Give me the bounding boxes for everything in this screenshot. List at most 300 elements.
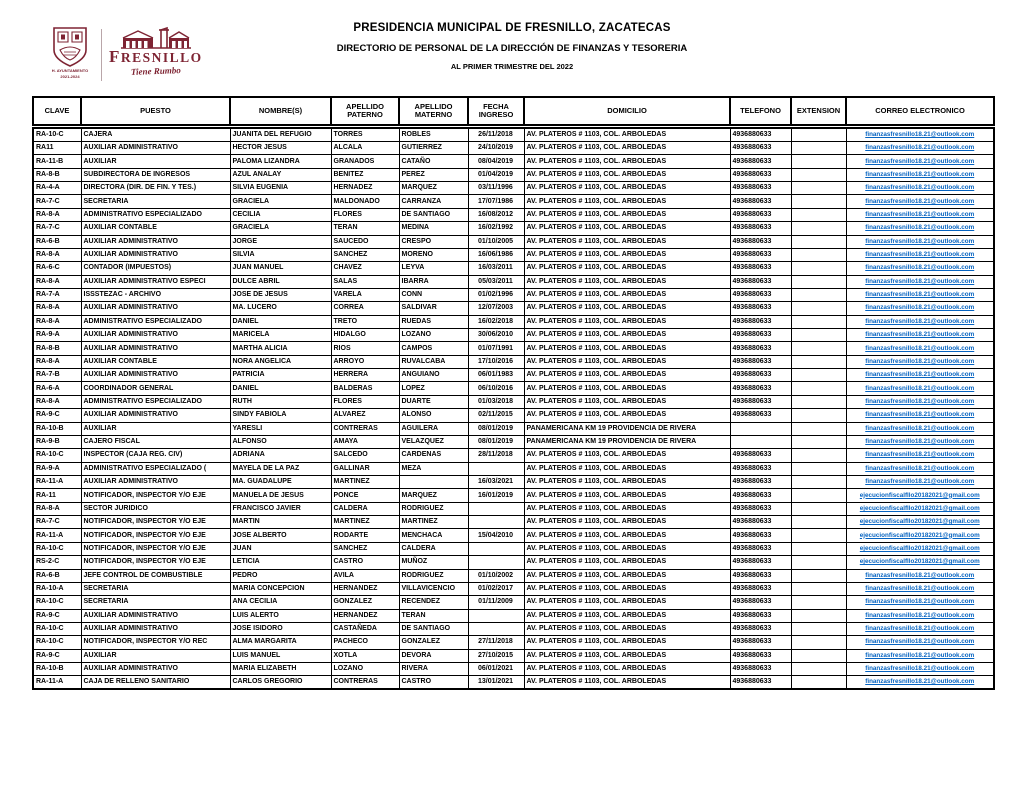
cell-puesto: SECTOR JURIDICO [81, 502, 230, 515]
crest-caption-line2: 2021-2024 [60, 73, 80, 79]
cell-fecha: 01/02/2017 [468, 582, 524, 595]
table-row [33, 395, 994, 408]
email-link[interactable]: finanzasfresnillo18.21@outlook.com [865, 678, 975, 686]
email-link[interactable]: ejecucionfiscalfllo20182021@gmail.com [859, 518, 980, 526]
cell-clave: RA-11-B [33, 155, 81, 168]
cell-fecha [468, 462, 524, 475]
cell-telefono [730, 435, 791, 448]
cell-ext [791, 502, 846, 515]
email-link[interactable]: finanzasfresnillo18.21@outlook.com [865, 157, 975, 165]
table-row [33, 609, 994, 622]
cell-fecha: 16/03/2011 [468, 262, 524, 275]
cell-materno: VILLAVICENCIO [399, 582, 468, 595]
email-link[interactable]: finanzasfresnillo18.21@outlook.com [865, 451, 975, 459]
cell-paterno: GALLINAR [331, 462, 399, 475]
cell-materno: CARRANZA [399, 195, 468, 208]
table-row [33, 275, 994, 288]
cell-fecha: 01/10/2002 [468, 569, 524, 582]
cell-materno: IBARRA [399, 275, 468, 288]
cell-paterno: CORREA [331, 302, 399, 315]
cell-clave: RA-8-B [33, 342, 81, 355]
cell-nombre: JOSE ISIDORO [230, 622, 331, 635]
cell-materno: GUTIERREZ [399, 142, 468, 155]
cell-clave: RA-9-C [33, 409, 81, 422]
cell-puesto: AUXILIAR [81, 155, 230, 168]
cell-paterno: HERNANDEZ [331, 609, 399, 622]
cell-correo [846, 422, 994, 435]
cell-materno [399, 475, 468, 488]
cell-paterno: GONZALEZ [331, 596, 399, 609]
cell-telefono: 4936880633 [730, 502, 791, 515]
cell-fecha: 01/03/2018 [468, 395, 524, 408]
table-row [33, 569, 994, 582]
cell-ext [791, 155, 846, 168]
cell-clave: RA-9-A [33, 329, 81, 342]
email-link[interactable]: ejecucionfiscalfllo20182021@gmail.com [859, 491, 980, 499]
cell-clave: RA-8-A [33, 315, 81, 328]
cell-nombre: ADRIANA [230, 449, 331, 462]
cell-correo [846, 475, 994, 488]
cell-correo [846, 636, 994, 649]
table-row [33, 235, 994, 248]
cell-puesto: ADMINISTRATIVO ESPECIALIZADO [81, 208, 230, 221]
cell-telefono: 4936880633 [730, 663, 791, 676]
email-link[interactable]: ejecucionfiscalfllo20182021@gmail.com [859, 531, 980, 539]
cell-nombre: ALMA MARGARITA [230, 636, 331, 649]
cell-telefono: 4936880633 [730, 676, 791, 690]
cell-nombre: YARESLI [230, 422, 331, 435]
cell-domicilio: AV. PLATEROS # 1103, COL. ARBOLEDAS [524, 569, 730, 582]
table-row [33, 676, 994, 690]
cell-fecha: 16/02/2018 [468, 315, 524, 328]
cell-paterno: CASTAÑEDA [331, 622, 399, 635]
cell-nombre: ALFONSO [230, 435, 331, 448]
cell-correo [846, 222, 994, 235]
email-link[interactable]: finanzasfresnillo18.21@outlook.com [865, 411, 975, 419]
cell-materno: TERAN [399, 609, 468, 622]
cell-paterno: TORRES [331, 128, 399, 142]
cell-fecha: 01/04/2019 [468, 168, 524, 181]
cell-correo [846, 182, 994, 195]
cell-fecha: 16/06/1986 [468, 248, 524, 261]
cell-telefono: 4936880633 [730, 609, 791, 622]
cell-correo [846, 315, 994, 328]
cell-clave: RA-7-C [33, 516, 81, 529]
table-row [33, 288, 994, 301]
cell-puesto: AUXILIAR ADMINISTRATIVO [81, 342, 230, 355]
cell-correo [846, 369, 994, 382]
cell-nombre: LUIS ALERTO [230, 609, 331, 622]
cell-paterno: BENITEZ [331, 168, 399, 181]
cell-fecha: 13/01/2021 [468, 676, 524, 690]
cell-telefono: 4936880633 [730, 475, 791, 488]
cell-ext [791, 582, 846, 595]
cell-clave: RA-11 [33, 489, 81, 502]
cell-puesto: ADMINISTRATIVO ESPECIALIZADO [81, 395, 230, 408]
cell-correo [846, 502, 994, 515]
cell-fecha [468, 609, 524, 622]
email-link[interactable]: finanzasfresnillo18.21@outlook.com [865, 317, 975, 325]
table-row [33, 128, 994, 142]
cell-materno: SALDIVAR [399, 302, 468, 315]
cell-fecha: 16/02/1992 [468, 222, 524, 235]
cell-fecha: 24/10/2019 [468, 142, 524, 155]
cell-domicilio: AV. PLATEROS # 1103, COL. ARBOLEDAS [524, 502, 730, 515]
email-link[interactable]: finanzasfresnillo18.21@outlook.com [865, 438, 975, 446]
cell-telefono: 4936880633 [730, 395, 791, 408]
cell-puesto: AUXILIAR ADMINISTRATIVO [81, 663, 230, 676]
col-header-ext: EXTENSION [791, 97, 846, 125]
cell-ext [791, 369, 846, 382]
cell-telefono: 4936880633 [730, 288, 791, 301]
cell-puesto: INSPECTOR (CAJA REG. CIV) [81, 449, 230, 462]
cell-clave: RA-10-C [33, 636, 81, 649]
cell-telefono: 4936880633 [730, 155, 791, 168]
cell-fecha: 08/01/2019 [468, 435, 524, 448]
cell-domicilio: AV. PLATEROS # 1103, COL. ARBOLEDAS [524, 475, 730, 488]
table-row [33, 355, 994, 368]
cell-correo [846, 329, 994, 342]
cell-correo [846, 489, 994, 502]
email-link[interactable]: finanzasfresnillo18.21@outlook.com [865, 344, 975, 352]
cell-domicilio: AV. PLATEROS # 1103, COL. ARBOLEDAS [524, 315, 730, 328]
cell-paterno: LOZANO [331, 663, 399, 676]
cell-telefono: 4936880633 [730, 355, 791, 368]
cell-fecha: 27/10/2015 [468, 649, 524, 662]
cell-correo [846, 582, 994, 595]
cell-domicilio: AV. PLATEROS # 1103, COL. ARBOLEDAS [524, 663, 730, 676]
table-row [33, 369, 994, 382]
cell-ext [791, 529, 846, 542]
cell-domicilio: PANAMERICANA KM 19 PROVIDENCIA DE RIVERA [524, 435, 730, 448]
cell-clave: RA-8-A [33, 395, 81, 408]
email-link[interactable]: finanzasfresnillo18.21@outlook.com [865, 651, 975, 659]
email-link[interactable]: finanzasfresnillo18.21@outlook.com [865, 384, 975, 392]
cell-fecha: 01/07/1991 [468, 342, 524, 355]
cell-domicilio: AV. PLATEROS # 1103, COL. ARBOLEDAS [524, 288, 730, 301]
cell-clave: RA-8-A [33, 355, 81, 368]
email-link[interactable]: ejecucionfiscalfllo20182021@gmail.com [859, 544, 980, 552]
cell-telefono: 4936880633 [730, 235, 791, 248]
email-link[interactable]: finanzasfresnillo18.21@outlook.com [865, 277, 975, 285]
cell-clave: RA-6-A [33, 382, 81, 395]
cell-correo [846, 676, 994, 690]
cell-paterno: HIDALGO [331, 329, 399, 342]
cell-nombre: RUTH [230, 395, 331, 408]
cell-ext [791, 342, 846, 355]
cell-telefono: 4936880633 [730, 315, 791, 328]
table-row [33, 329, 994, 342]
cell-correo [846, 142, 994, 155]
directory-table-header [32, 96, 995, 126]
cell-materno: PEREZ [399, 168, 468, 181]
cell-ext [791, 449, 846, 462]
cell-puesto: AUXILIAR ADMINISTRATIVO [81, 622, 230, 635]
cell-ext [791, 636, 846, 649]
cell-materno: LEYVA [399, 262, 468, 275]
cell-correo [846, 128, 994, 142]
email-link[interactable]: finanzasfresnillo18.21@outlook.com [865, 638, 975, 646]
cell-clave: RA-7-C [33, 222, 81, 235]
cell-nombre: MA. LUCERO [230, 302, 331, 315]
cell-clave: RA-10-A [33, 582, 81, 595]
cell-fecha: 17/07/1986 [468, 195, 524, 208]
table-row [33, 195, 994, 208]
cell-domicilio: AV. PLATEROS # 1103, COL. ARBOLEDAS [524, 248, 730, 261]
cell-domicilio: AV. PLATEROS # 1103, COL. ARBOLEDAS [524, 449, 730, 462]
cell-clave: RA-10-C [33, 622, 81, 635]
cell-clave: RA-6-B [33, 235, 81, 248]
cell-fecha: 01/10/2005 [468, 235, 524, 248]
cell-paterno: SANCHEZ [331, 248, 399, 261]
table-row [33, 248, 994, 261]
email-link[interactable]: finanzasfresnillo18.21@outlook.com [865, 464, 975, 472]
email-link[interactable]: finanzasfresnillo18.21@outlook.com [865, 598, 975, 606]
cell-domicilio: AV. PLATEROS # 1103, COL. ARBOLEDAS [524, 182, 730, 195]
cell-ext [791, 208, 846, 221]
cell-materno: RECENDEZ [399, 596, 468, 609]
cell-fecha: 26/11/2018 [468, 128, 524, 142]
cell-puesto: AUXILIAR ADMINISTRATIVO [81, 142, 230, 155]
cell-fecha: 17/10/2016 [468, 355, 524, 368]
cell-materno: ANGUIANO [399, 369, 468, 382]
cell-paterno: HERNADEZ [331, 182, 399, 195]
cell-fecha: 08/01/2019 [468, 422, 524, 435]
cell-paterno: SALCEDO [331, 449, 399, 462]
cell-ext [791, 262, 846, 275]
cell-telefono: 4936880633 [730, 542, 791, 555]
cell-paterno: XOTLA [331, 649, 399, 662]
cell-ext [791, 195, 846, 208]
document-period: AL PRIMER TRIMESTRE DEL 2022 [450, 62, 574, 71]
email-link[interactable]: finanzasfresnillo18.21@outlook.com [865, 237, 975, 245]
cell-domicilio: AV. PLATEROS # 1103, COL. ARBOLEDAS [524, 489, 730, 502]
col-header-fecha: FECHA INGRESO [468, 97, 524, 125]
cell-puesto: ADMINISTRATIVO ESPECIALIZADO [81, 315, 230, 328]
cell-puesto: CAJA DE RELLENO SANITARIO [81, 676, 230, 690]
cell-materno: DEVORA [399, 649, 468, 662]
cell-correo [846, 262, 994, 275]
cell-domicilio: AV. PLATEROS # 1103, COL. ARBOLEDAS [524, 208, 730, 221]
cell-domicilio: AV. PLATEROS # 1103, COL. ARBOLEDAS [524, 649, 730, 662]
cell-telefono: 4936880633 [730, 489, 791, 502]
cell-materno: RUVALCABA [399, 355, 468, 368]
email-link[interactable]: finanzasfresnillo18.21@outlook.com [865, 585, 975, 593]
cell-correo [846, 569, 994, 582]
cell-materno: CONN [399, 288, 468, 301]
cell-puesto: AUXILIAR CONTABLE [81, 222, 230, 235]
cell-materno: MARQUEZ [399, 489, 468, 502]
cell-materno: RODRIGUEZ [399, 569, 468, 582]
cell-domicilio: AV. PLATEROS # 1103, COL. ARBOLEDAS [524, 235, 730, 248]
table-row [33, 622, 994, 635]
document-title: PRESIDENCIA MUNICIPAL DE FRESNILLO, ZACATECAS [353, 22, 671, 34]
cell-domicilio: AV. PLATEROS # 1103, COL. ARBOLEDAS [524, 395, 730, 408]
email-link[interactable]: finanzasfresnillo18.21@outlook.com [865, 357, 975, 365]
email-link[interactable]: finanzasfresnillo18.21@outlook.com [865, 210, 975, 218]
cell-clave: RA-8-A [33, 275, 81, 288]
cell-fecha: 06/10/2016 [468, 382, 524, 395]
cell-domicilio: AV. PLATEROS # 1103, COL. ARBOLEDAS [524, 556, 730, 569]
email-link[interactable]: finanzasfresnillo18.21@outlook.com [865, 197, 975, 205]
cell-puesto: ISSSTEZAC - ARCHIVO [81, 288, 230, 301]
cell-materno: GONZALEZ [399, 636, 468, 649]
email-link[interactable]: finanzasfresnillo18.21@outlook.com [865, 625, 975, 633]
cell-materno: MUÑOZ [399, 556, 468, 569]
email-link[interactable]: finanzasfresnillo18.21@outlook.com [865, 478, 975, 486]
cell-puesto: AUXILIAR ADMINISTRATIVO [81, 369, 230, 382]
cell-fecha: 03/11/1996 [468, 182, 524, 195]
cell-paterno: HERRERA [331, 369, 399, 382]
table-row [33, 435, 994, 448]
cell-fecha: 12/07/2003 [468, 302, 524, 315]
email-link[interactable]: finanzasfresnillo18.21@outlook.com [865, 611, 975, 619]
cell-ext [791, 168, 846, 181]
cell-nombre: AZUL ANALAY [230, 168, 331, 181]
cell-clave: RA-9-C [33, 649, 81, 662]
cell-domicilio: AV. PLATEROS # 1103, COL. ARBOLEDAS [524, 529, 730, 542]
cell-materno: RODRIGUEZ [399, 502, 468, 515]
cell-ext [791, 382, 846, 395]
cell-nombre: MA. GUADALUPE [230, 475, 331, 488]
email-link[interactable]: finanzasfresnillo18.21@outlook.com [865, 224, 975, 232]
cell-telefono: 4936880633 [730, 195, 791, 208]
cell-puesto: AUXILIAR ADMINISTRATIVO [81, 235, 230, 248]
table-row [33, 556, 994, 569]
cell-paterno: GRANADOS [331, 155, 399, 168]
cell-puesto: JEFE CONTROL DE COMBUSTIBLE [81, 569, 230, 582]
cell-domicilio: AV. PLATEROS # 1103, COL. ARBOLEDAS [524, 262, 730, 275]
cell-nombre: FRANCISCO JAVIER [230, 502, 331, 515]
cell-materno: MEZA [399, 462, 468, 475]
cell-correo [846, 449, 994, 462]
cell-nombre: JUANITA DEL REFUGIO [230, 128, 331, 142]
cell-fecha: 02/11/2015 [468, 409, 524, 422]
table-row [33, 542, 994, 555]
cell-ext [791, 516, 846, 529]
cell-puesto: CONTADOR (IMPUESTOS) [81, 262, 230, 275]
cell-nombre: JOSE DE JESUS [230, 288, 331, 301]
email-link[interactable]: finanzasfresnillo18.21@outlook.com [865, 184, 975, 192]
email-link[interactable]: finanzasfresnillo18.21@outlook.com [865, 304, 975, 312]
cell-clave: RA-11-A [33, 529, 81, 542]
cell-ext [791, 288, 846, 301]
cell-domicilio: AV. PLATEROS # 1103, COL. ARBOLEDAS [524, 596, 730, 609]
email-link[interactable]: finanzasfresnillo18.21@outlook.com [865, 571, 975, 579]
cell-correo [846, 288, 994, 301]
cell-clave: RA-8-A [33, 302, 81, 315]
cell-ext [791, 609, 846, 622]
email-link[interactable]: finanzasfresnillo18.21@outlook.com [865, 371, 975, 379]
cell-correo [846, 342, 994, 355]
email-link[interactable]: finanzasfresnillo18.21@outlook.com [865, 170, 975, 178]
cell-materno: LOZANO [399, 329, 468, 342]
cell-nombre: MARICELA [230, 329, 331, 342]
email-link[interactable]: ejecucionfiscalfllo20182021@gmail.com [859, 558, 980, 566]
table-row [33, 596, 994, 609]
table-row [33, 649, 994, 662]
cell-clave: RA-7-A [33, 288, 81, 301]
cell-telefono: 4936880633 [730, 582, 791, 595]
cell-correo [846, 195, 994, 208]
cell-domicilio: AV. PLATEROS # 1103, COL. ARBOLEDAS [524, 636, 730, 649]
cell-ext [791, 489, 846, 502]
cell-materno: MEDINA [399, 222, 468, 235]
cell-puesto: AUXILIAR ADMINISTRATIVO [81, 409, 230, 422]
email-link[interactable]: ejecucionfiscalfllo20182021@gmail.com [859, 504, 980, 512]
cell-materno: CARDENAS [399, 449, 468, 462]
email-link[interactable]: finanzasfresnillo18.21@outlook.com [865, 291, 975, 299]
email-link[interactable]: finanzasfresnillo18.21@outlook.com [865, 424, 975, 432]
cell-materno: AGUILERA [399, 422, 468, 435]
cell-nombre: GRACIELA [230, 222, 331, 235]
cell-clave: RA-10-C [33, 542, 81, 555]
table-row [33, 529, 994, 542]
table-row [33, 449, 994, 462]
cell-nombre: MANUELA DE JESUS [230, 489, 331, 502]
table-row [33, 222, 994, 235]
cell-ext [791, 663, 846, 676]
col-header-correo: CORREO ELECTRONICO [846, 97, 994, 125]
email-link[interactable]: finanzasfresnillo18.21@outlook.com [865, 264, 975, 272]
cell-nombre: LETICIA [230, 556, 331, 569]
cell-puesto: SUBDIRECTORA DE INGRESOS [81, 168, 230, 181]
cell-domicilio: AV. PLATEROS # 1103, COL. ARBOLEDAS [524, 142, 730, 155]
cell-nombre: JORGE [230, 235, 331, 248]
cell-puesto: ADMINISTRATIVO ESPECIALIZADO ( [81, 462, 230, 475]
cell-ext [791, 315, 846, 328]
cell-puesto: AUXILIAR ADMINISTRATIVO [81, 609, 230, 622]
cell-materno: DE SANTIAGO [399, 208, 468, 221]
email-link[interactable]: finanzasfresnillo18.21@outlook.com [865, 331, 975, 339]
cell-clave: RA-11-A [33, 676, 81, 690]
cell-paterno: CHAVEZ [331, 262, 399, 275]
cell-puesto: AUXILIAR ADMINISTRATIVO [81, 329, 230, 342]
cell-materno: ROBLES [399, 128, 468, 142]
col-header-paterno: APELLIDO PATERNO [331, 97, 399, 125]
cell-clave: RA-8-B [33, 168, 81, 181]
cell-correo [846, 248, 994, 261]
cell-fecha [468, 622, 524, 635]
cell-nombre: MARTIN [230, 516, 331, 529]
cell-telefono: 4936880633 [730, 128, 791, 142]
cell-puesto: AUXILIAR ADMINISTRATIVO [81, 475, 230, 488]
cell-paterno: AVILA [331, 569, 399, 582]
email-link[interactable]: finanzasfresnillo18.21@outlook.com [865, 665, 975, 673]
cell-nombre: MAYELA DE LA PAZ [230, 462, 331, 475]
cell-clave: RA-9-C [33, 609, 81, 622]
cell-nombre: PALOMA LIZANDRA [230, 155, 331, 168]
cell-telefono: 4936880633 [730, 208, 791, 221]
cell-nombre: CECILIA [230, 208, 331, 221]
cell-telefono: 4936880633 [730, 302, 791, 315]
cell-puesto: SECRETARIA [81, 596, 230, 609]
cell-nombre: SINDY FABIOLA [230, 409, 331, 422]
cell-paterno: RODARTE [331, 529, 399, 542]
cell-correo [846, 168, 994, 181]
cell-materno: CASTRO [399, 676, 468, 690]
cell-telefono: 4936880633 [730, 636, 791, 649]
cell-fecha: 01/02/1996 [468, 288, 524, 301]
cell-puesto: SECRETARIA [81, 195, 230, 208]
cell-fecha: 15/04/2010 [468, 529, 524, 542]
email-link[interactable]: finanzasfresnillo18.21@outlook.com [865, 144, 975, 152]
email-link[interactable]: finanzasfresnillo18.21@outlook.com [865, 131, 975, 138]
email-link[interactable]: finanzasfresnillo18.21@outlook.com [865, 251, 975, 259]
email-link[interactable]: finanzasfresnillo18.21@outlook.com [865, 398, 975, 405]
cell-ext [791, 649, 846, 662]
cell-correo [846, 208, 994, 221]
